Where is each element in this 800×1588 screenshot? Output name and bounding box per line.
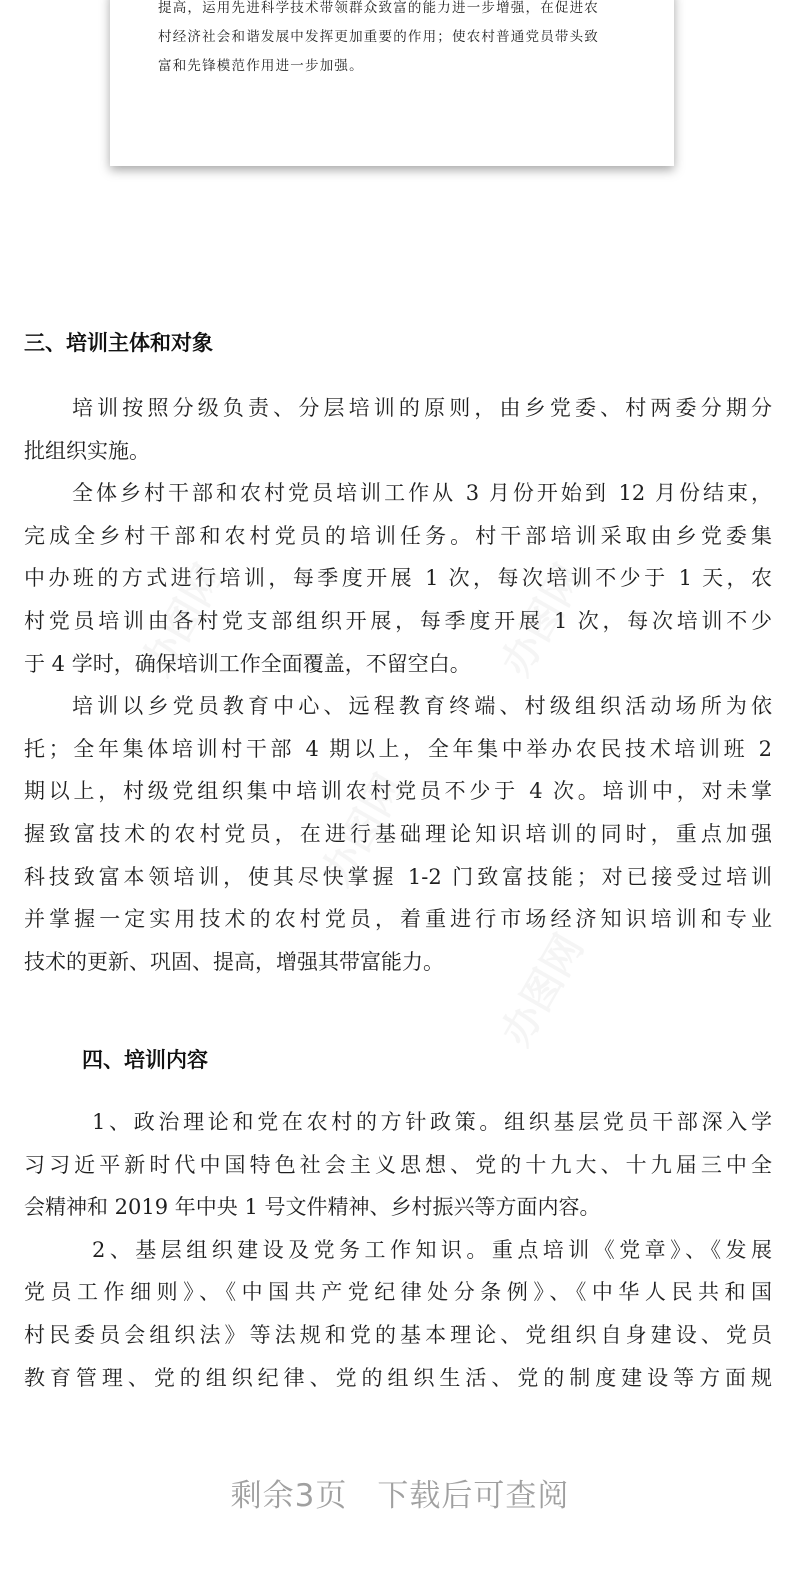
download-notice[interactable]	[0, 1470, 800, 1515]
paragraph-line: 并掌握一定实用技术的农村党员，着重进行市场经济知识培训和专业	[24, 907, 772, 932]
paragraph-line: 托；全年集体培训村干部 4 期以上，全年集中举办农民技术培训班 2	[24, 736, 772, 761]
paragraph-line: 全体乡村干部和农村党员培训工作从 3 月份开始到 12 月份结束，	[72, 481, 772, 506]
preview-line: 富和先锋模范作用进一步加强。	[158, 58, 364, 74]
watermark: 办图网	[493, 926, 593, 1054]
paragraph-line: 2、基层组织建设及党务工作知识。重点培训《党章》、《发展	[92, 1237, 772, 1262]
remaining-pages-text: 剩余3页	[230, 1478, 348, 1514]
preview-text	[158, 0, 599, 81]
preview-page-card	[110, 0, 674, 166]
paragraph-line: 完成全乡村干部和农村党员的培训任务。村干部培训采取由乡党委集	[24, 523, 772, 548]
paragraph-line: 期以上，村级党组织集中培训农村党员不少于 4 次。培训中，对未掌	[24, 779, 772, 804]
paragraph-line: 村民委员会组织法》等法规和党的基本理论、党组织自身建设、党员	[24, 1322, 772, 1347]
paragraph-line: 教育管理、党的组织纪律、党的组织生活、党的制度建设等方面规	[24, 1365, 772, 1390]
watermark: 办图网	[133, 556, 233, 684]
paragraph-line: 村党员培训由各村党支部组织开展，每季度开展 1 次，每次培训不少	[24, 608, 772, 633]
section-4-body	[24, 1101, 772, 1399]
paragraph-line: 会精神和 2019 年中央 1 号文件精神、乡村振兴等方面内容。	[24, 1195, 601, 1220]
watermark: 办图网	[313, 766, 413, 894]
section-3-body	[24, 387, 772, 983]
paragraph-line: 培训按照分级负责、分层培训的原则，由乡党委、村两委分期分	[72, 396, 772, 420]
paragraph-line: 握致富技术的农村党员，在进行基础理论知识培训的同时，重点加强	[24, 821, 772, 846]
section-3-heading: 三、培训主体和对象	[24, 331, 213, 355]
paragraph-line: 批组织实施。	[24, 438, 150, 463]
paragraph-line: 习习近平新时代中国特色社会主义思想、党的十九大、十九届三中全	[24, 1152, 772, 1177]
paragraph-line: 于 4 学时，确保培训工作全面覆盖，不留空白。	[24, 651, 471, 676]
download-hint-text: 下载后可查阅	[377, 1478, 570, 1514]
preview-line: 提高，运用先进科学技术带领群众致富的能力进一步增强，在促进农	[158, 0, 599, 16]
paragraph-line: 中办班的方式进行培训，每季度开展 1 次，每次培训不少于 1 天，农	[24, 566, 772, 591]
paragraph-line: 1、政治理论和党在农村的方针政策。组织基层党员干部深入学	[92, 1110, 772, 1134]
paragraph-line: 技术的更新、巩固、提高，增强其带富能力。	[24, 949, 444, 974]
paragraph-line: 培训以乡党员教育中心、远程教育终端、村级组织活动场所为依	[72, 694, 772, 719]
section-4-heading: 四、培训内容	[82, 1048, 208, 1072]
watermark: 办图网	[493, 556, 593, 684]
paragraph-line: 科技致富本领培训，使其尽快掌握 1-2 门致富技能；对已接受过培训	[24, 864, 772, 889]
paragraph-line: 党员工作细则》、《中国共产党纪律处分条例》、《中华人民共和国	[24, 1280, 772, 1305]
preview-line: 村经济社会和谐发展中发挥更加重要的作用；使农村普通党员带头致	[158, 29, 599, 45]
